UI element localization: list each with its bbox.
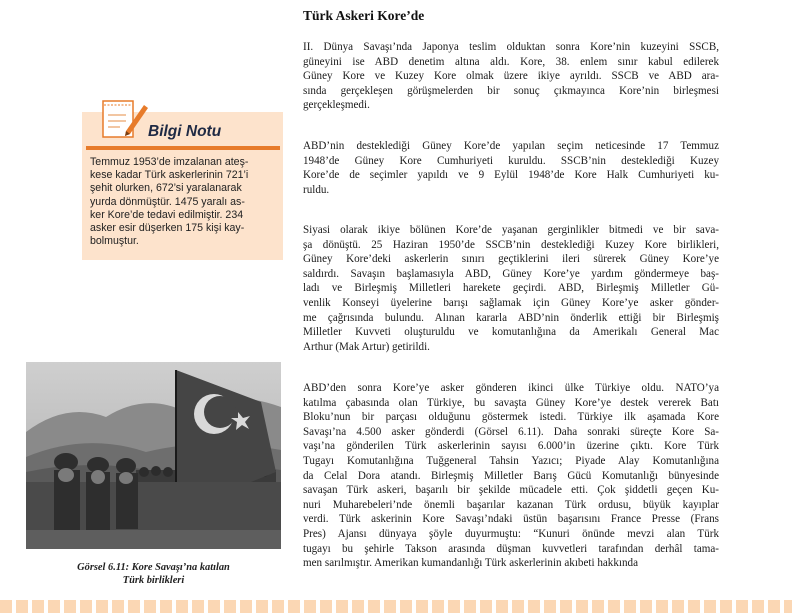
paragraph-line: sında gerçekleşen görüşmelerden bir sonuç çıkmayınca Kore’nin birleşmesi	[303, 84, 719, 97]
paragraph	[303, 223, 719, 354]
info-note-line: yurda dönmüştür. 1475 yaralı as-	[90, 195, 245, 208]
info-note-title: Bilgi Notu	[148, 123, 222, 140]
paragraph-line: savaşan Türk askeri, başarılı bir şekilde mücadele etti. Çok şiddetli geçen Ku-	[303, 484, 719, 497]
paragraph	[303, 40, 719, 113]
paragraph-line: da Celal Dora atandı. Birleşmiş Milletler Barış Gücü Komutanlığı bünyesinde	[303, 469, 719, 482]
figure-caption	[26, 561, 281, 587]
paragraph-line: Kore’de de seçimler yapıldı ve 9 Eylül 1948’de Kore Halk Cumhuriyeti ku-	[303, 169, 719, 182]
paragraph-line: güneyini ise ABD denetim altına aldı. Kore, 38. enlem sınır kabul edilerek	[303, 55, 719, 68]
paragraph-line: Bloku’nun bir parçası olduğunu göstermek istedi. Türkiye ilk aşamada Kore	[303, 411, 719, 424]
figure-caption-line: Türk birlikleri	[122, 575, 185, 586]
info-note-line: asker esir düşerken 175 kişi kay-	[90, 222, 245, 235]
info-note-line: Temmuz 1953’de imzalanan ateş-	[90, 156, 249, 168]
info-note-text	[90, 156, 280, 248]
paragraph-line: Güney Kore ve Kuzey Kore olmak üzere ikiye ayrıldı. SSCB ve ABD ara-	[303, 70, 719, 83]
paragraph	[303, 139, 719, 197]
paragraph-line: nuri Muharebeleri’nde önemli başarılar kazanan Türk ordusu, büyük kayıplar	[303, 498, 719, 511]
info-note-line: ker Kore’de tedavi edilmiştir. 234	[90, 208, 244, 221]
paragraph-line: Arthur (Mak Artur) getirildi.	[303, 340, 430, 353]
paragraph-line: Siyasi olarak ikiye bölünen Kore’de yaşanan gerginlikler bitmedi ve bir sava-	[303, 224, 719, 236]
paragraph	[303, 381, 719, 571]
paragraph-line: Pres) Ajansı dünyaya şöyle duyurmuştu: “Kunuri önünde mevzi alan Türk	[303, 527, 719, 540]
paragraph-line: verdi. Türk askerinin Kore Savaşı’ndaki üstün başarısını France Presse (Frans	[303, 513, 719, 526]
paragraph-line: 1948’de Güney Kore Cumhuriyeti kuruldu. SSCB’nin desteklediği Kuzey	[303, 154, 719, 167]
turkish-soldiers-photo	[26, 362, 281, 549]
paragraph-line: me çağrısında bulundu. Alınan kararla ABD’nin önderlik ettiği bir Birleşmiş	[303, 311, 719, 324]
paragraph-line: gerçekleşmedi.	[303, 99, 370, 112]
paragraph-line: katılma çabasında olan Türkiye, bu savaşta Güney Kore’ye destek vererek Batı	[303, 396, 719, 409]
info-note-line: şehit olurken, 672’si yaralanarak	[90, 182, 242, 195]
paragraph-line: venlik Konseyi üyelerine barışı sağlamak için Güney Kore’ye asker gönder-	[303, 296, 719, 309]
paragraph-line: vaşı’na gönderilen Türk askerlerinin sayısı 6.000’in üzerine çıktı. Kore Türk	[303, 440, 719, 453]
info-note-divider	[86, 146, 280, 150]
paragraph-line: ABD’nin desteklediği Güney Kore’de yapılan seçim neticesinde 17 Temmuz	[303, 140, 719, 152]
paragraph-line: saldırdı. Savaşın başlamasıyla ABD, Güney Kore’ye yardım göndermeye baş-	[303, 267, 719, 280]
paragraph-line: Savaşı’na 4.500 asker gönderdi (Görsel 6.11). Daha sonraki süreçte Kore Sa-	[303, 425, 719, 438]
paragraph-line: ruldu.	[303, 183, 330, 196]
footer-decoration	[0, 600, 792, 613]
paragraph-line: tugayı bu şehirle Takson arasında düşman kuvvetleri tarafından derhâl tama-	[303, 542, 719, 555]
paragraph-line: ABD’den sonra Kore’ye asker gönderen ikinci ülke Türkiye oldu. NATO’ya	[303, 382, 719, 394]
paragraph-line: şa dönüştü. 25 Haziran 1950’de SSCB’nin desteklediği Kuzey Kore birlikleri,	[303, 238, 719, 251]
paragraph-line: II. Dünya Savaşı’nda Japonya teslim olduktan sonra Kore’nin kuzeyini SSCB,	[303, 41, 719, 53]
paragraph-line: men sarılmıştır. Amerikan kumandanlığı Türk askerlerinin akıbeti hakkında	[303, 557, 638, 570]
section-title: Türk Askeri Kore’de	[303, 8, 425, 23]
paragraph-line: Milletler Kuvveti oluşturuldu ve komutanlığına da Amerikalı General Mac	[303, 326, 719, 339]
paragraph-line: Güney Kore’deki askerlerin sınırı geçtiklerini ileri sürerek Güney Kore’ye	[303, 253, 719, 266]
paragraph-line: ladı ve Birleşmiş Milletleri harekete geçirdi. ABD, Birleşmiş Milletler Gü-	[303, 282, 719, 295]
paragraph-line: Tugayı Komutanlığına Tuğgeneral Tahsin Yazıcı; Piyade Alay Komutanlığına	[303, 454, 719, 467]
figure-caption-line: Görsel 6.11: Kore Savaşı’na katılan	[77, 562, 230, 573]
note-pencil-icon	[100, 97, 152, 141]
info-note-line: kese kadar Türk askerlerinin 721’i	[90, 169, 249, 182]
info-note-line: bolmuştur.	[90, 235, 139, 248]
